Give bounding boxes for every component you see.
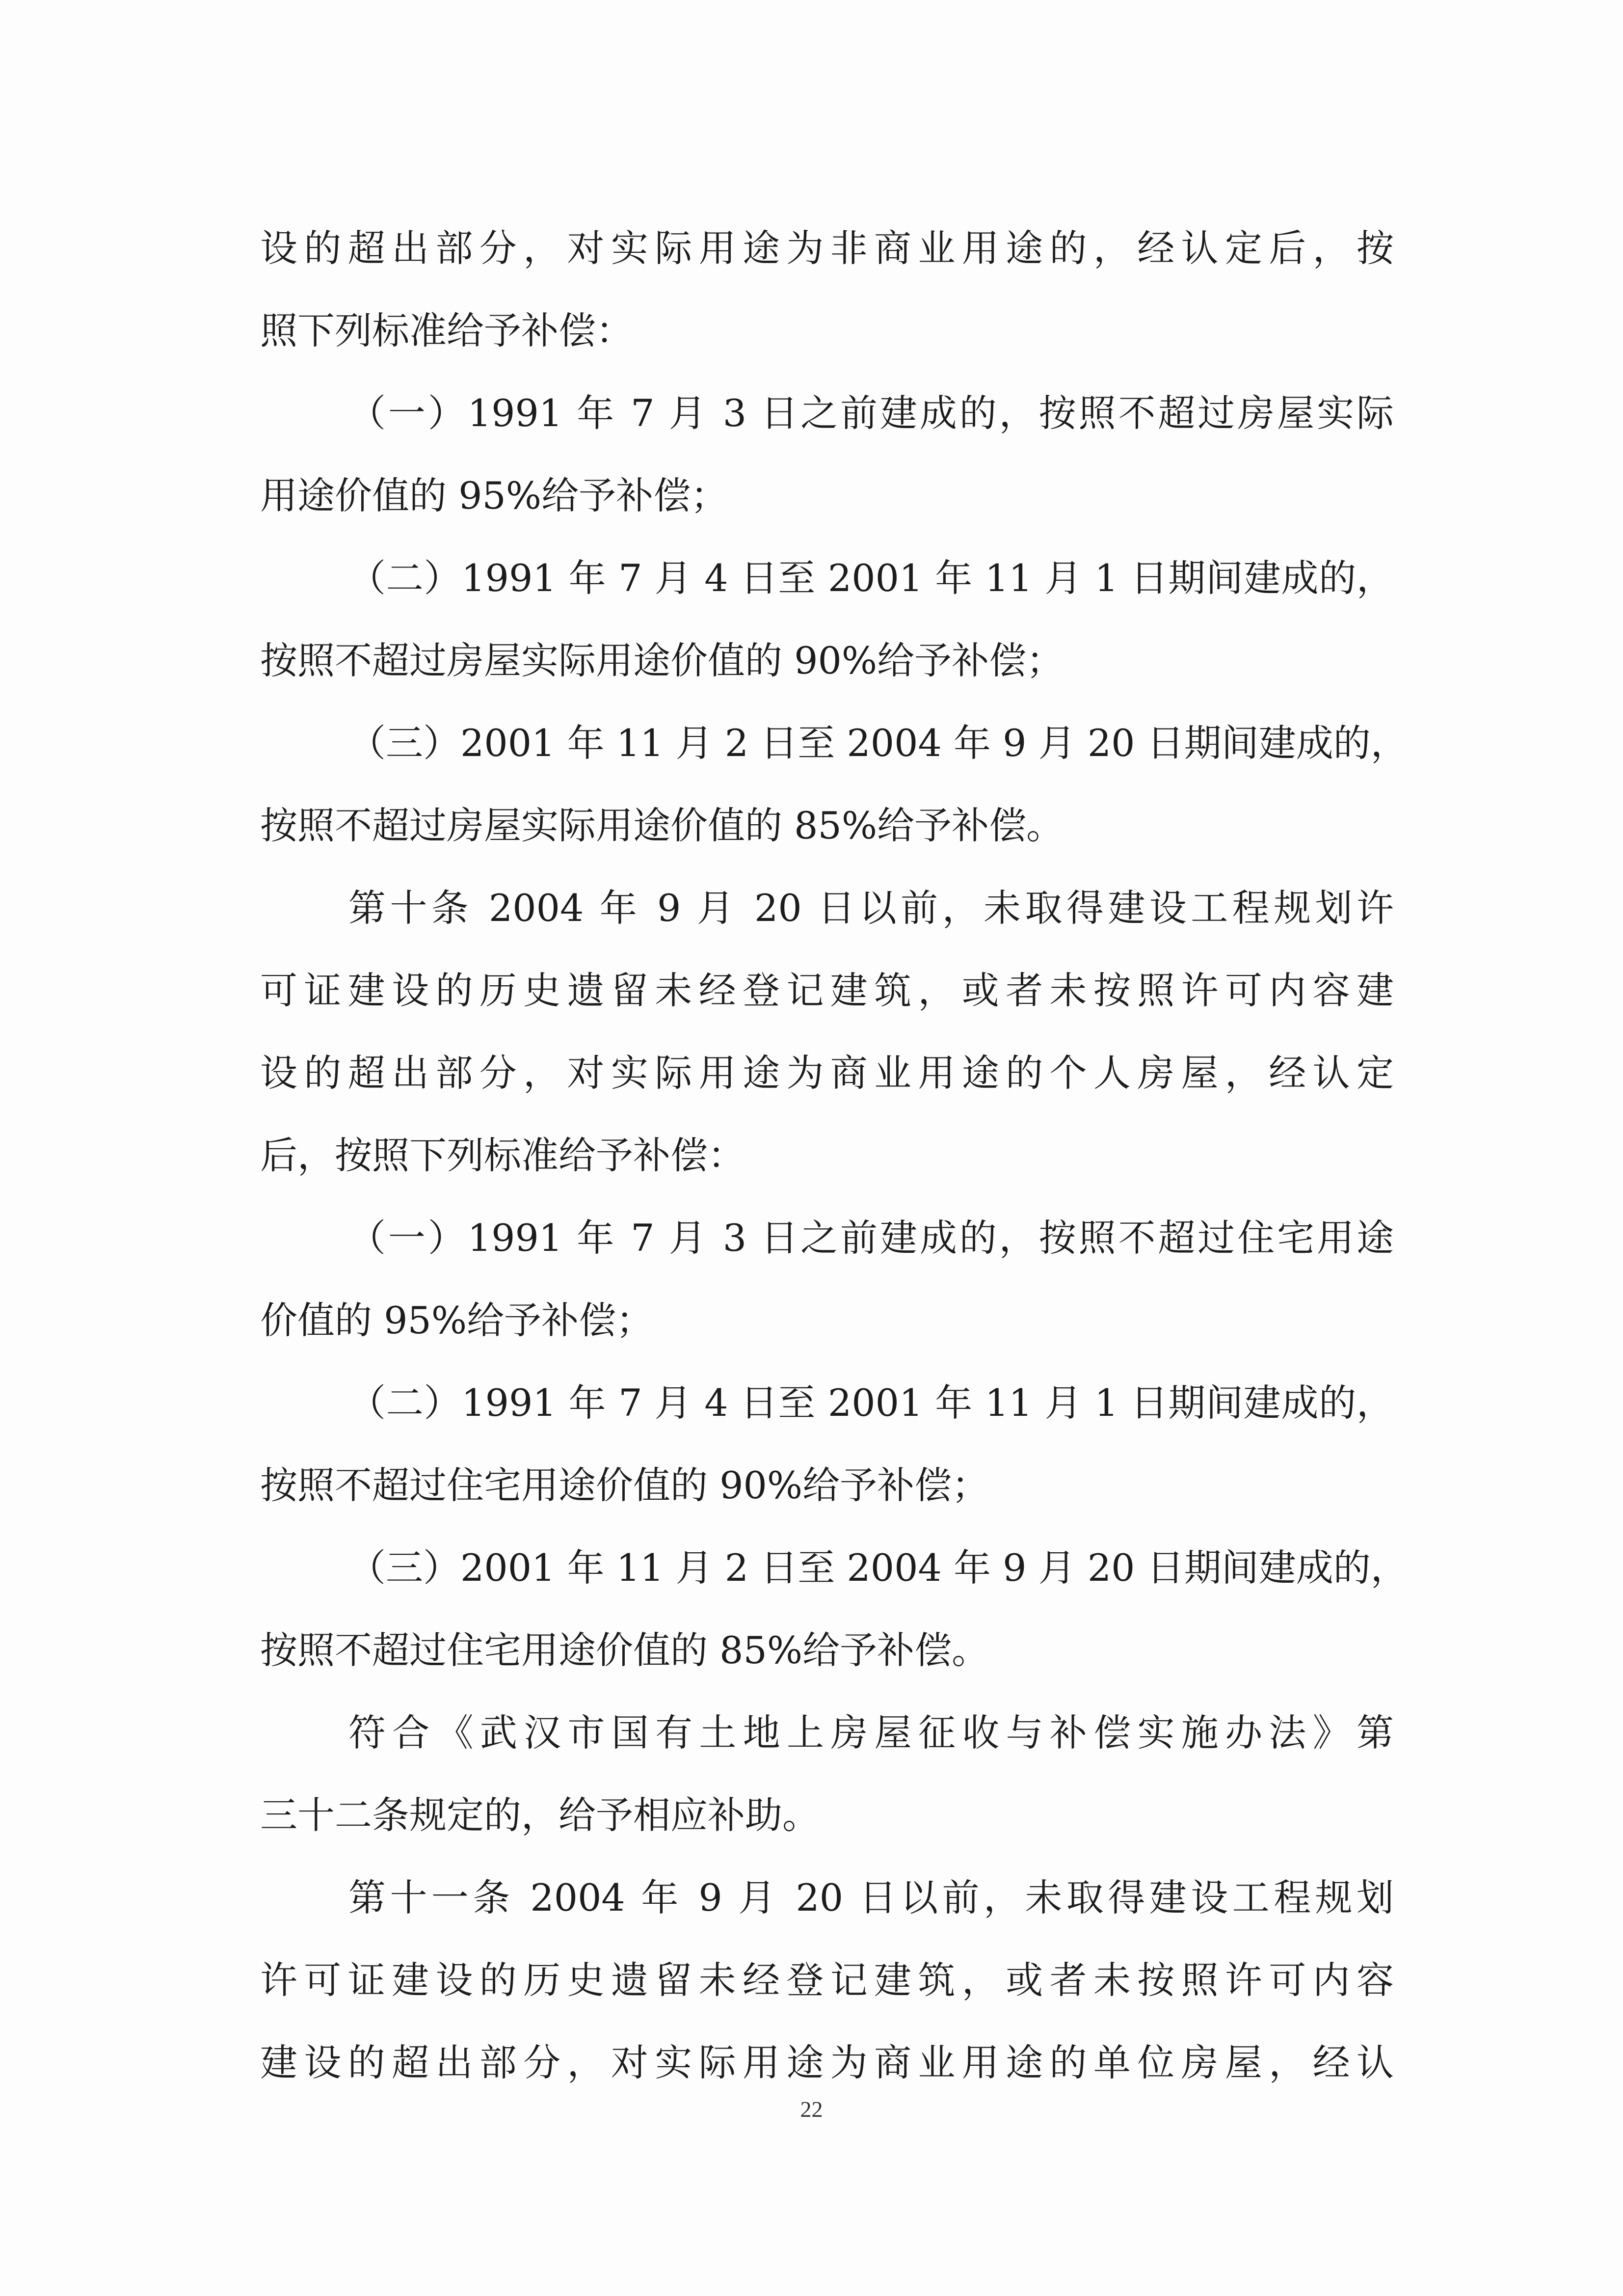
- text-line: 按照不超过住宅用途价值的 85%给予补偿。: [260, 1628, 989, 1672]
- text-line: （二）1991 年 7 月 4 日至 2001 年 11 月 1 日期间建成的，: [348, 1381, 1394, 1425]
- text-line: 按照不超过房屋实际用途价值的 90%给予补偿；: [260, 639, 1064, 682]
- text-line: 设的超出部分，对实际用途为商业用途的个人房屋，经认定: [260, 1051, 1394, 1095]
- text-line: 建设的超出部分，对实际用途为商业用途的单位房屋，经认: [260, 2041, 1394, 2084]
- text-line: （三）2001 年 11 月 2 日至 2004 年 9 月 20 日期间建成的，: [348, 1546, 1408, 1590]
- text-line: 三十二条规定的，给予相应补助。: [260, 1793, 820, 1837]
- text-line: 许可证建设的历史遗留未经登记建筑，或者未按照许可内容: [260, 1958, 1394, 2002]
- text-line: 第十条 2004 年 9 月 20 日以前，未取得建设工程规划许: [348, 886, 1394, 930]
- text-line: 按照不超过房屋实际用途价值的 85%给予补偿。: [260, 804, 1064, 847]
- text-line: 可证建设的历史遗留未经登记建筑，或者未按照许可内容建: [260, 969, 1394, 1012]
- text-line: （一）1991 年 7 月 3 日之前建成的，按照不超过住宅用途: [348, 1216, 1394, 1260]
- text-line: （一）1991 年 7 月 3 日之前建成的，按照不超过房屋实际: [348, 391, 1394, 435]
- body-text: [260, 207, 1408, 2104]
- page-number: 22: [800, 2097, 823, 2122]
- text-line: 按照不超过住宅用途价值的 90%给予补偿；: [260, 1463, 989, 1507]
- text-line: 用途价值的 95%给予补偿；: [260, 474, 728, 517]
- text-line: 价值的 95%给予补偿；: [260, 1298, 654, 1342]
- text-line: 后，按照下列标准给予补偿：: [260, 1134, 745, 1177]
- text-line: 照下列标准给予补偿：: [260, 309, 633, 352]
- text-line: 设的超出部分，对实际用途为非商业用途的，经认定后，按: [260, 226, 1394, 270]
- text-line: 符合《武汉市国有土地上房屋征收与补偿实施办法》第: [348, 1711, 1394, 1755]
- text-line: （二）1991 年 7 月 4 日至 2001 年 11 月 1 日期间建成的，: [348, 556, 1394, 600]
- text-line: 第十一条 2004 年 9 月 20 日以前，未取得建设工程规划: [348, 1876, 1394, 1919]
- text-line: （三）2001 年 11 月 2 日至 2004 年 9 月 20 日期间建成的，: [348, 721, 1408, 765]
